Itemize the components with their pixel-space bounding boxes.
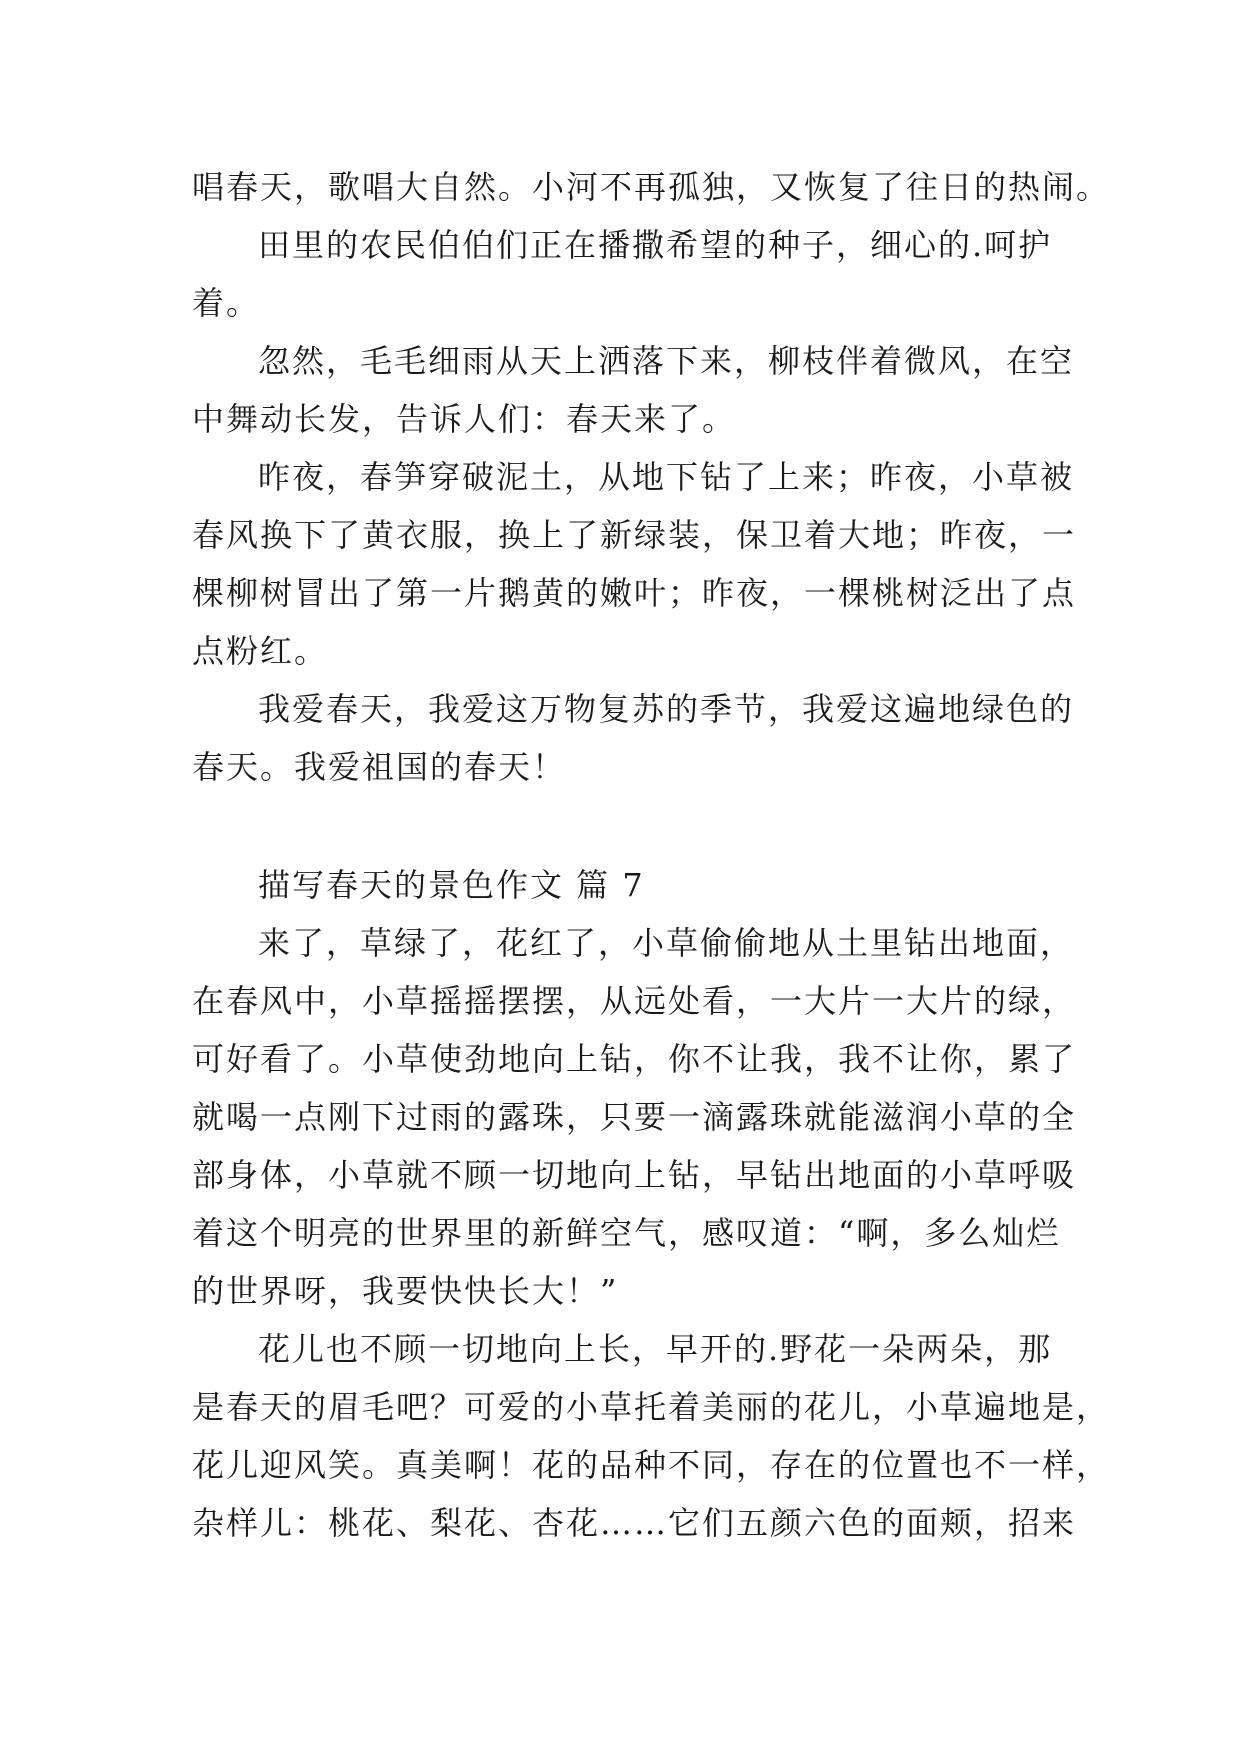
paragraph-line: 花儿迎风笑。真美啊！花的品种不同，存在的位置也不一样， (192, 1446, 1111, 1484)
paragraph-line: 田里的农民伯伯们正在播撒希望的种子，细心的.呵护 (258, 226, 1053, 264)
paragraph-line: 是春天的眉毛吧？可爱的小草托着美丽的花儿，小草遍地是， (192, 1388, 1111, 1426)
paragraph-line: 春天。我爱祖国的春天！ (192, 748, 567, 786)
paragraph-line: 来了，草绿了，花红了，小草偷偷地从土里钻出地面， (258, 924, 1075, 962)
paragraph-line: 着。 (192, 284, 261, 322)
paragraph-line: 的世界呀，我要快快长大！” (192, 1272, 619, 1310)
paragraph-line: 点粉红。 (192, 632, 329, 670)
paragraph-line: 中舞动长发，告诉人们：春天来了。 (192, 400, 737, 438)
document-page (192, 158, 1111, 1552)
section-gap (192, 796, 1052, 856)
section-heading: 描写春天的景色作文 篇 7 (258, 866, 645, 904)
paragraph-line: 春风换下了黄衣服，换上了新绿装，保卫着大地；昨夜，一 (192, 516, 1077, 554)
paragraph-line: 着这个明亮的世界里的新鲜空气，感叹道：“啊，多么灿烂 (192, 1214, 1061, 1252)
paragraph-line: 我爱春天，我爱这万物复苏的季节，我爱这遍地绿色的 (258, 690, 1075, 728)
paragraph-line: 杂样儿：桃花、梨花、杏花……它们五颜六色的面颊，招来 (192, 1504, 1077, 1542)
paragraph-line: 棵柳树冒出了第一片鹅黄的嫩叶；昨夜，一棵桃树泛出了点 (192, 574, 1077, 612)
paragraph-line: 忽然，毛毛细雨从天上洒落下来，柳枝伴着微风，在空 (258, 342, 1075, 380)
paragraph-line: 可好看了。小草使劲地向上钻，你不让我，我不让你，累了 (192, 1040, 1077, 1078)
paragraph-line: 花儿也不顾一切地向上长，早开的.野花一朵两朵，那 (258, 1330, 1053, 1368)
paragraph-line: 就喝一点刚下过雨的露珠，只要一滴露珠就能滋润小草的全 (192, 1098, 1077, 1136)
paragraph-line: 部身体，小草就不顾一切地向上钻，早钻出地面的小草呼吸 (192, 1156, 1077, 1194)
paragraph-line: 在春风中，小草摇摇摆摆，从远处看，一大片一大片的绿， (192, 982, 1077, 1020)
paragraph-line: 昨夜，春笋穿破泥土，从地下钻了上来；昨夜，小草被 (258, 458, 1075, 496)
paragraph-line: 唱春天，歌唱大自然。小河不再孤独，又恢复了往日的热闹。 (192, 168, 1111, 206)
